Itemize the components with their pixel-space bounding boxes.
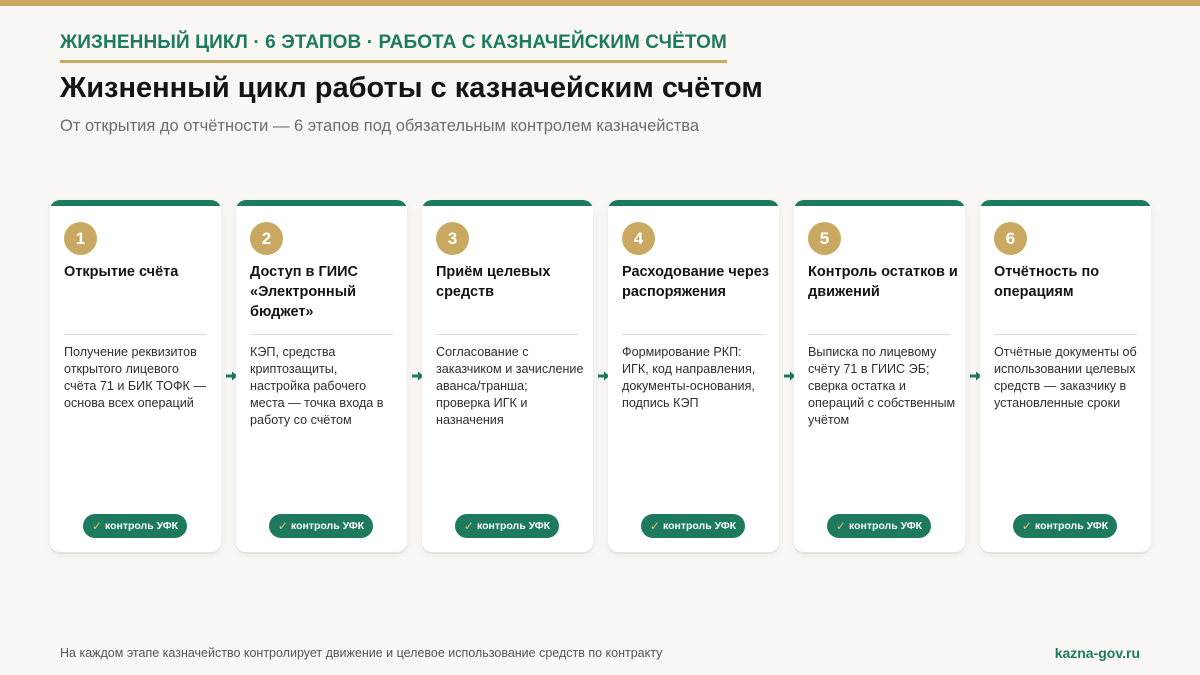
stage-accent-bar	[50, 200, 221, 206]
stage-accent-bar	[794, 200, 965, 206]
stage-title: Приём целевых средств	[436, 264, 551, 300]
stage-divider	[436, 334, 579, 335]
stage-accent-bar	[236, 200, 407, 206]
control-badge	[455, 514, 559, 538]
stage-card-5	[794, 200, 965, 552]
stage-card-6	[980, 200, 1151, 552]
stage-title: Отчётность по операциям	[994, 264, 1100, 300]
stage-card-1	[50, 200, 221, 552]
check-icon: ✓	[649, 519, 660, 533]
control-badge	[827, 514, 931, 538]
stage-description: Выписка по лицевому счёту 71 в ГИИС ЭБ; сверка остатка и операций с собственным учётом	[808, 345, 956, 427]
control-badge-label: контроль УФК	[104, 520, 179, 532]
stage-number: 1	[64, 222, 97, 255]
stage-accent-bar	[608, 200, 779, 206]
stage-description: Согласование с заказчиком и зачисление аванса/транша; проверка ИГК и назначения	[436, 345, 584, 427]
stage-title: Контроль остатков и движений	[808, 264, 958, 300]
stage-divider	[64, 334, 207, 335]
check-icon: ✓	[835, 519, 846, 533]
stage-card-3	[422, 200, 593, 552]
footer-site-link[interactable]: kazna-gov.ru	[1054, 645, 1140, 661]
control-badge-label: контроль УФК	[476, 520, 551, 532]
control-badge-label: контроль УФК	[1034, 520, 1109, 532]
stage-title: Открытие счёта	[64, 264, 179, 280]
stage-card-4	[608, 200, 779, 552]
control-badge	[1013, 514, 1117, 538]
stage-number: 6	[994, 222, 1027, 255]
page-title: Жизненный цикл работы с казначейским счётом	[60, 72, 763, 104]
stage-title: Расходование через распоряжения	[622, 264, 770, 300]
stage-divider	[250, 334, 393, 335]
check-icon: ✓	[1021, 519, 1032, 533]
check-icon: ✓	[463, 519, 474, 533]
page-subtitle: От открытия до отчётности — 6 этапов под обязательным контролем казначейства	[60, 117, 700, 135]
stage-accent-bar	[422, 200, 593, 206]
check-icon: ✓	[91, 519, 102, 533]
stage-accent-bar	[980, 200, 1151, 206]
control-badge-label: контроль УФК	[290, 520, 365, 532]
stage-number: 2	[250, 222, 283, 255]
stage-card-2	[236, 200, 407, 552]
stage-divider	[994, 334, 1137, 335]
stage-description: Формирование РКП: ИГК, код направления, документы-основания, подпись КЭП	[622, 345, 756, 410]
control-badge	[641, 514, 745, 538]
control-badge-label: контроль УФК	[848, 520, 923, 532]
stage-title: Доступ в ГИИС «Электронный бюджет»	[250, 264, 359, 320]
stage-number: 4	[622, 222, 655, 255]
control-badge-label: контроль УФК	[662, 520, 737, 532]
stage-number: 3	[436, 222, 469, 255]
stage-divider	[622, 334, 765, 335]
stage-description: КЭП, средства криптозащиты, настройка рабочего места — точка входа в работу со счётом	[250, 345, 384, 427]
top-accent-bar	[0, 0, 1200, 6]
control-badge	[83, 514, 187, 538]
control-badge	[269, 514, 373, 538]
stages-row	[50, 200, 1151, 552]
stage-divider	[808, 334, 951, 335]
eyebrow-label: ЖИЗНЕННЫЙ ЦИКЛ · 6 ЭТАПОВ · РАБОТА С КАЗНАЧЕЙСКИМ СЧЁТОМ	[60, 32, 727, 63]
stage-number: 5	[808, 222, 841, 255]
stage-description: Получение реквизитов открытого лицевого счёта 71 и БИК ТОФК — основа всех операций	[64, 345, 206, 410]
check-icon: ✓	[277, 519, 288, 533]
stage-description: Отчётные документы об использовании целевых средств — заказчику в установленные сроки	[994, 345, 1137, 410]
footer-note: На каждом этапе казначейство контролирует движение и целевое использование средств по контракту	[60, 646, 663, 660]
